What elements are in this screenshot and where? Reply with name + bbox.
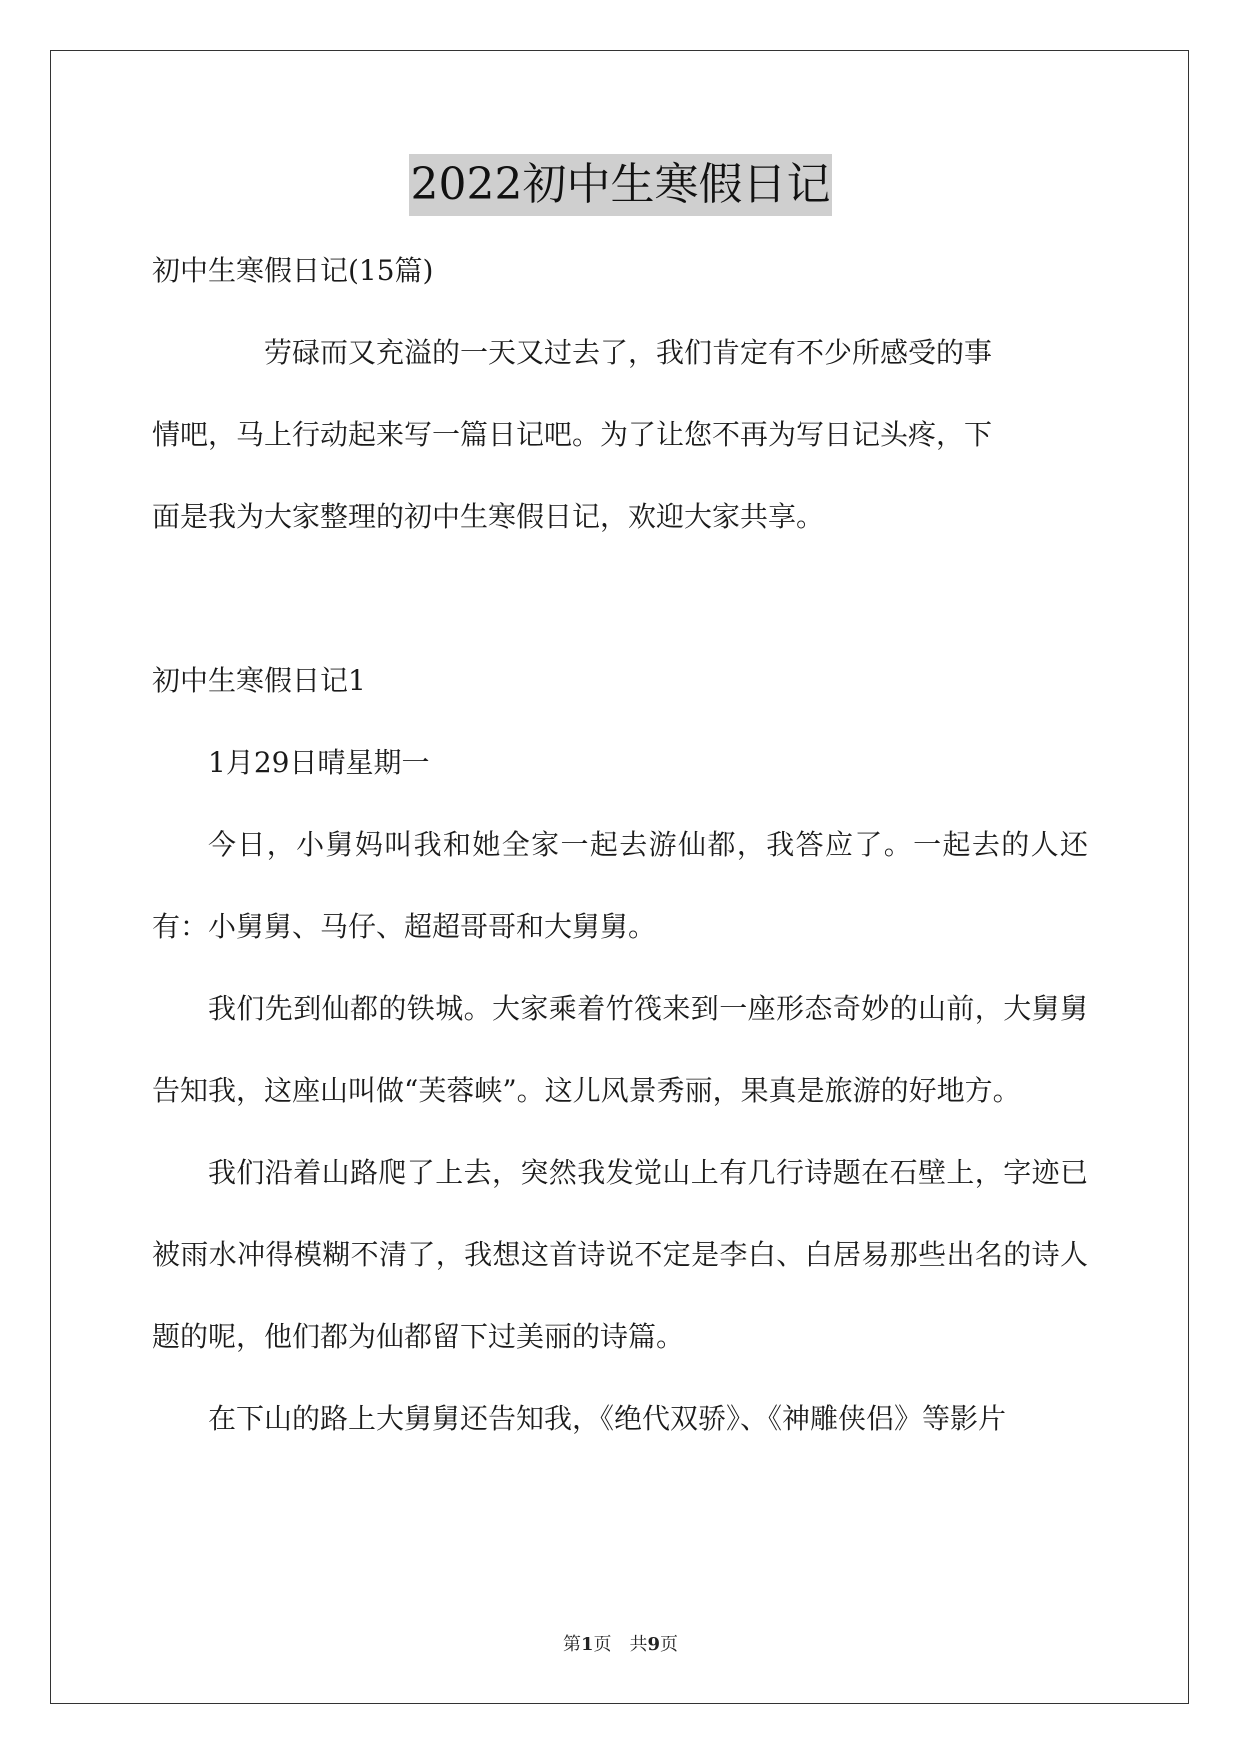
intro-line-2: 情吧，马上行动起来写一篇日记吧。为了让您不再为写日记头疼，下 bbox=[152, 418, 993, 451]
page-suffix: 页 bbox=[593, 1634, 612, 1655]
document-body bbox=[152, 230, 1088, 1460]
document-subtitle: 初中生寒假日记(15篇) bbox=[152, 254, 434, 287]
page-current: 1 bbox=[580, 1634, 594, 1655]
section-heading: 初中生寒假日记1 bbox=[152, 664, 366, 697]
total-suffix: 页 bbox=[660, 1634, 679, 1655]
date-line: 1月29日晴星期一 bbox=[208, 746, 430, 779]
page-footer bbox=[0, 1630, 1241, 1656]
page-prefix: 第 bbox=[562, 1634, 581, 1655]
intro-line-1: 劳碌而又充溢的一天又过去了，我们肯定有不少所感受的事 bbox=[264, 336, 993, 369]
paragraph-2: 我们先到仙都的铁城。大家乘着竹筏来到一座形态奇妙的山前，大舅舅告知我，这座山叫做“芙蓉峡”。这儿风景秀丽，果真是旅游的好地方。 bbox=[152, 992, 1088, 1107]
paragraph-1: 今日，小舅妈叫我和她全家一起去游仙都，我答应了。一起去的人还有：小舅舅、马仔、超超哥哥和大舅舅。 bbox=[152, 828, 1088, 943]
paragraph-4: 在下山的路上大舅舅还告知我，《绝代双骄》、《神雕侠侣》等影片 bbox=[208, 1402, 1007, 1435]
spacer bbox=[152, 558, 1088, 640]
page-total: 9 bbox=[647, 1634, 661, 1655]
intro-line-3: 面是我为大家整理的初中生寒假日记，欢迎大家共享。 bbox=[152, 500, 825, 533]
paragraph-3: 我们沿着山路爬了上去，突然我发觉山上有几行诗题在石壁上，字迹已被雨水冲得模糊不清了，我想这首诗说不定是李白、白居易那些出名的诗人题的呢，他们都为仙都留下过美丽的诗篇。 bbox=[152, 1156, 1088, 1353]
document-title: 2022初中生寒假日记 bbox=[409, 154, 833, 216]
title-container bbox=[0, 154, 1241, 216]
total-prefix: 共 bbox=[629, 1634, 648, 1655]
